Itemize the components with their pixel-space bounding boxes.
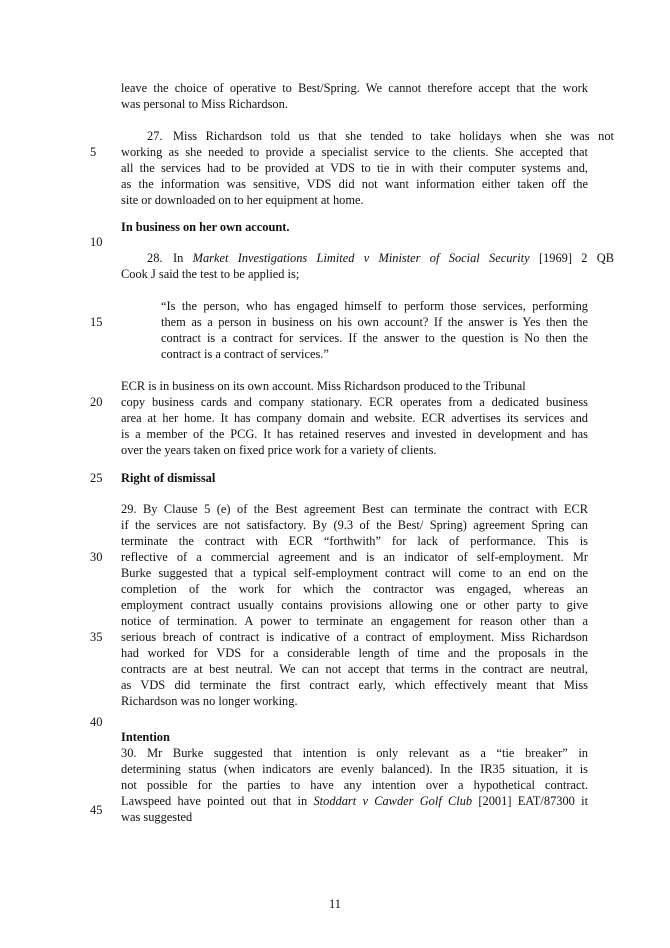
body-line: leave the choice of operative to Best/Spring. We cannot therefore accept that the work	[121, 81, 588, 95]
quote-line: contract is a contract for services. If the answer to the question is No then the	[161, 331, 588, 345]
line-number: 10	[90, 235, 103, 249]
ecr-paragraph-line: over the years taken on fixed price work for a variety of clients.	[121, 443, 437, 457]
line-number: 15	[90, 315, 103, 329]
ecr-paragraph-line: ECR is in business on its own account. Miss Richardson produced to the Tribunal	[121, 379, 526, 393]
paragraph-30-line: not possible for the parties to have any intention over a hypothetical contract.	[121, 778, 588, 792]
line-number: 35	[90, 630, 103, 644]
paragraph-28-line: 28. In Market Investigations Limited v Minister of Social Security [1969] 2 QB	[147, 251, 614, 265]
section-heading: Right of dismissal	[121, 471, 216, 485]
ecr-paragraph-line: copy business cards and company stationary. ECR operates from a dedicated business	[121, 395, 588, 409]
paragraph-29-line: if the services are not satisfactory. By (9.3 of the Best/ Spring) agreement Spring can	[121, 518, 588, 532]
paragraph-29-line: 29. By Clause 5 (e) of the Best agreement Best can terminate the contract with ECR	[121, 502, 588, 516]
ecr-paragraph-line: is a member of the PCG. It has retained reserves and invested in development and has	[121, 427, 588, 441]
section-heading: In business on her own account.	[121, 220, 290, 234]
line-number: 5	[90, 145, 97, 159]
paragraph-30-line: 30. Mr Burke suggested that intention is only relevant as a “tie breaker” in	[121, 746, 588, 760]
paragraph-27-line: working as she needed to provide a specialist service to the clients. She accepted that	[121, 145, 588, 159]
paragraph-29-line: employment contract usually contains provisions allowing one or other party to give	[121, 598, 588, 612]
line-number: 25	[90, 471, 103, 485]
paragraph-29-line: reflective of a commercial agreement and is an indicator of self-employment. Mr	[121, 550, 588, 564]
line-number: 40	[90, 715, 103, 729]
ecr-paragraph-line: area at her home. It has company domain and website. ECR advertises its services and	[121, 411, 588, 425]
quote-line: “Is the person, who has engaged himself to perform those services, performing	[161, 299, 588, 313]
case-citation: Stoddart v Cawder Golf Club	[313, 794, 473, 808]
page-number: 11	[329, 897, 341, 911]
paragraph-29-line: completion of the work for which the contractor was engaged, whereas an	[121, 582, 588, 596]
paragraph-number: 28.	[147, 251, 163, 265]
paragraph-27-line: all the services had to be provided at VDS to tie in with their computer systems and,	[121, 161, 588, 175]
paragraph-29-line: Burke suggested that a typical self-employment contract will come to an end on the	[121, 566, 588, 580]
line-number: 20	[90, 395, 103, 409]
paragraph-29-line: terminate the contract with ECR “forthwith” for lack of performance. This is	[121, 534, 588, 548]
paragraph-27-line: site or downloaded on to her equipment at home.	[121, 193, 364, 207]
case-citation: Market Investigations Limited v Minister of Social Security	[192, 251, 530, 265]
paragraph-30-line: determining status (when indicators are evenly balanced). In the IR35 situation, it is	[121, 762, 588, 776]
paragraph-29-line: serious breach of contract is indicative of a contract of employment. Miss Richardson	[121, 630, 588, 644]
paragraph-number: 27.	[147, 129, 163, 143]
paragraph-29-line: had worked for VDS for a considerable length of time and the proposals in the	[121, 646, 588, 660]
body-line: was personal to Miss Richardson.	[121, 97, 288, 111]
paragraph-27-line: as the information was sensitive, VDS did not want information either taken off the	[121, 177, 588, 191]
paragraph-30-line: was suggested	[121, 810, 193, 824]
quote-line: contract is a contract of services.”	[161, 347, 329, 361]
paragraph-28-line: Cook J said the test to be applied is;	[121, 267, 300, 281]
paragraph-29-line: contracts are at best neutral. We can not accept that terms in the contract are neutral,	[121, 662, 588, 676]
paragraph-29-line: Richardson was no longer working.	[121, 694, 298, 708]
paragraph-30-line: Lawspeed have pointed out that in Stoddart v Cawder Golf Club [2001] EAT/87300 it	[121, 794, 589, 808]
section-heading: Intention	[121, 730, 170, 744]
paragraph-29-line: as VDS did terminate the first contract early, which effectively meant that Miss	[121, 678, 588, 692]
quote-line: them as a person in business on his own account? If the answer is Yes then the	[161, 315, 588, 329]
line-number: 30	[90, 550, 103, 564]
line-number: 45	[90, 803, 103, 817]
paragraph-27-line: 27. Miss Richardson told us that she tended to take holidays when she was not	[147, 129, 614, 143]
paragraph-29-line: notice of termination. A power to terminate an engagement for reason other than a	[121, 614, 588, 628]
